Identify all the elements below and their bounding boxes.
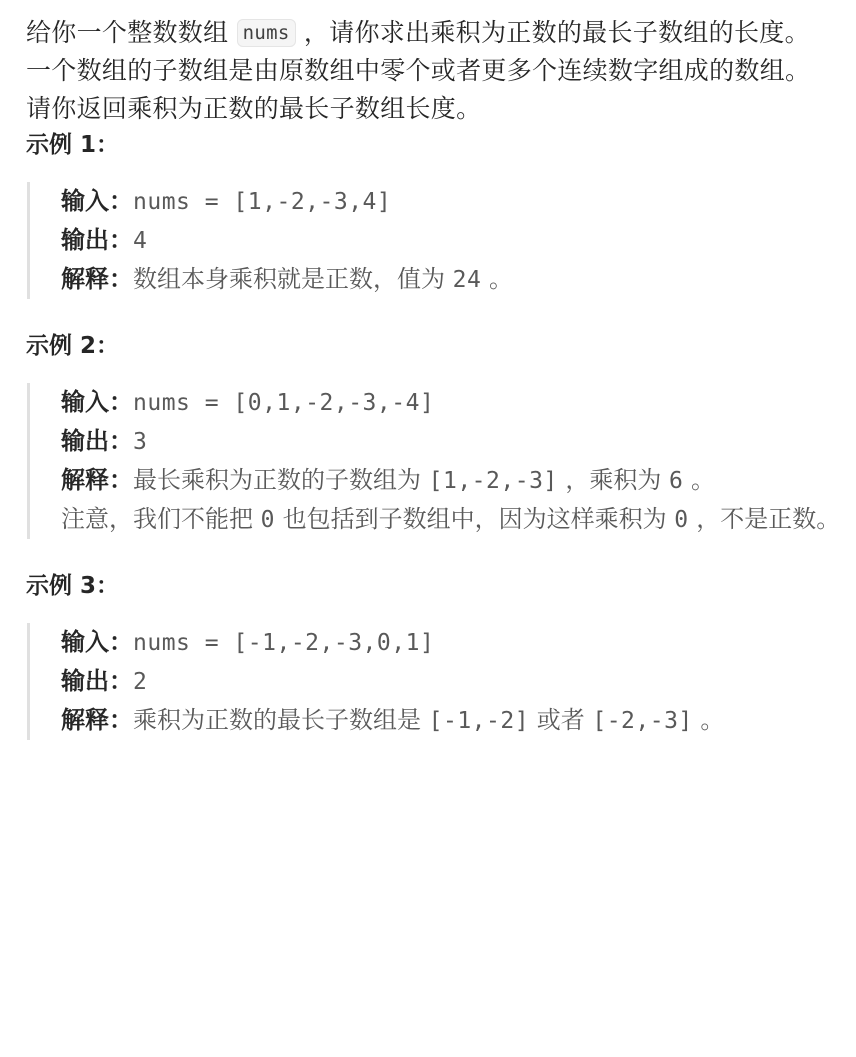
input-value: nums = [-1,-2,-3,0,1]	[133, 630, 435, 656]
example-input-line	[61, 383, 846, 422]
example-input-line	[61, 623, 846, 662]
explanation-code: 0	[260, 507, 275, 533]
example-explanation-line	[61, 701, 846, 740]
explanation-text: ，乘积为	[557, 466, 670, 494]
explanation-label: 解释：	[61, 265, 133, 293]
explanation-text: 。	[481, 265, 513, 293]
example-block	[27, 182, 846, 299]
example-explanation-line	[61, 461, 846, 500]
explanation-text: 最长乘积为正数的子数组为	[133, 466, 429, 494]
output-value: 2	[133, 669, 148, 695]
problem-description	[26, 14, 846, 770]
explanation-label: 解释：	[61, 466, 133, 494]
intro-paragraph-2: 一个数组的子数组是由原数组中零个或者更多个连续数字组成的数组。	[26, 56, 811, 85]
input-label: 输入：	[61, 628, 133, 656]
explanation-code: [-2,-3]	[592, 708, 693, 734]
input-label: 输入：	[61, 388, 133, 416]
example-3	[26, 569, 846, 740]
example-title: 示例 2：	[26, 333, 120, 359]
example-title: 示例 1：	[26, 132, 120, 158]
explanation-text: 数组本身乘积就是正数，值为	[133, 265, 453, 293]
example-block	[27, 623, 846, 740]
intro-paragraph-1	[26, 14, 846, 52]
example-input-line	[61, 182, 846, 221]
example-1	[26, 128, 846, 299]
explanation-text: 也包括到子数组中，因为这样乘积为	[275, 505, 675, 533]
output-value: 3	[133, 429, 148, 455]
example-2	[26, 329, 846, 539]
example-title: 示例 3：	[26, 573, 120, 599]
explanation-label: 解释：	[61, 706, 133, 734]
example-block	[27, 383, 846, 539]
explanation-text: 。	[683, 466, 716, 494]
intro-text: 给你一个整数数组	[26, 18, 237, 47]
explanation-text: 注意，我们不能把	[61, 505, 261, 533]
input-value: nums = [1,-2,-3,4]	[133, 189, 392, 215]
intro-paragraph-3: 请你返回乘积为正数的最长子数组长度。	[26, 94, 482, 123]
inline-code-nums: nums	[237, 19, 296, 47]
explanation-text: 乘积为正数的最长子数组是	[133, 706, 429, 734]
explanation-text: 或者	[529, 706, 593, 734]
output-label: 输出：	[61, 226, 133, 254]
output-label: 输出：	[61, 427, 133, 455]
explanation-code: 24	[452, 267, 482, 293]
intro-text: ，请你求出乘积为正数的最长子数组的长度。	[295, 18, 810, 47]
explanation-code: [1,-2,-3]	[428, 468, 558, 494]
explanation-code: 0	[674, 507, 689, 533]
example-explanation-note	[61, 500, 846, 539]
output-value: 4	[133, 228, 148, 254]
example-output-line	[61, 221, 846, 260]
output-label: 输出：	[61, 667, 133, 695]
example-explanation-line	[61, 260, 846, 299]
explanation-code: 6	[669, 468, 684, 494]
explanation-text: ，不是正数。	[688, 505, 841, 533]
explanation-text: 。	[692, 706, 725, 734]
example-output-line	[61, 422, 846, 461]
example-output-line	[61, 662, 846, 701]
explanation-code: [-1,-2]	[428, 708, 530, 734]
input-value: nums = [0,1,-2,-3,-4]	[133, 390, 435, 416]
input-label: 输入：	[61, 187, 133, 215]
